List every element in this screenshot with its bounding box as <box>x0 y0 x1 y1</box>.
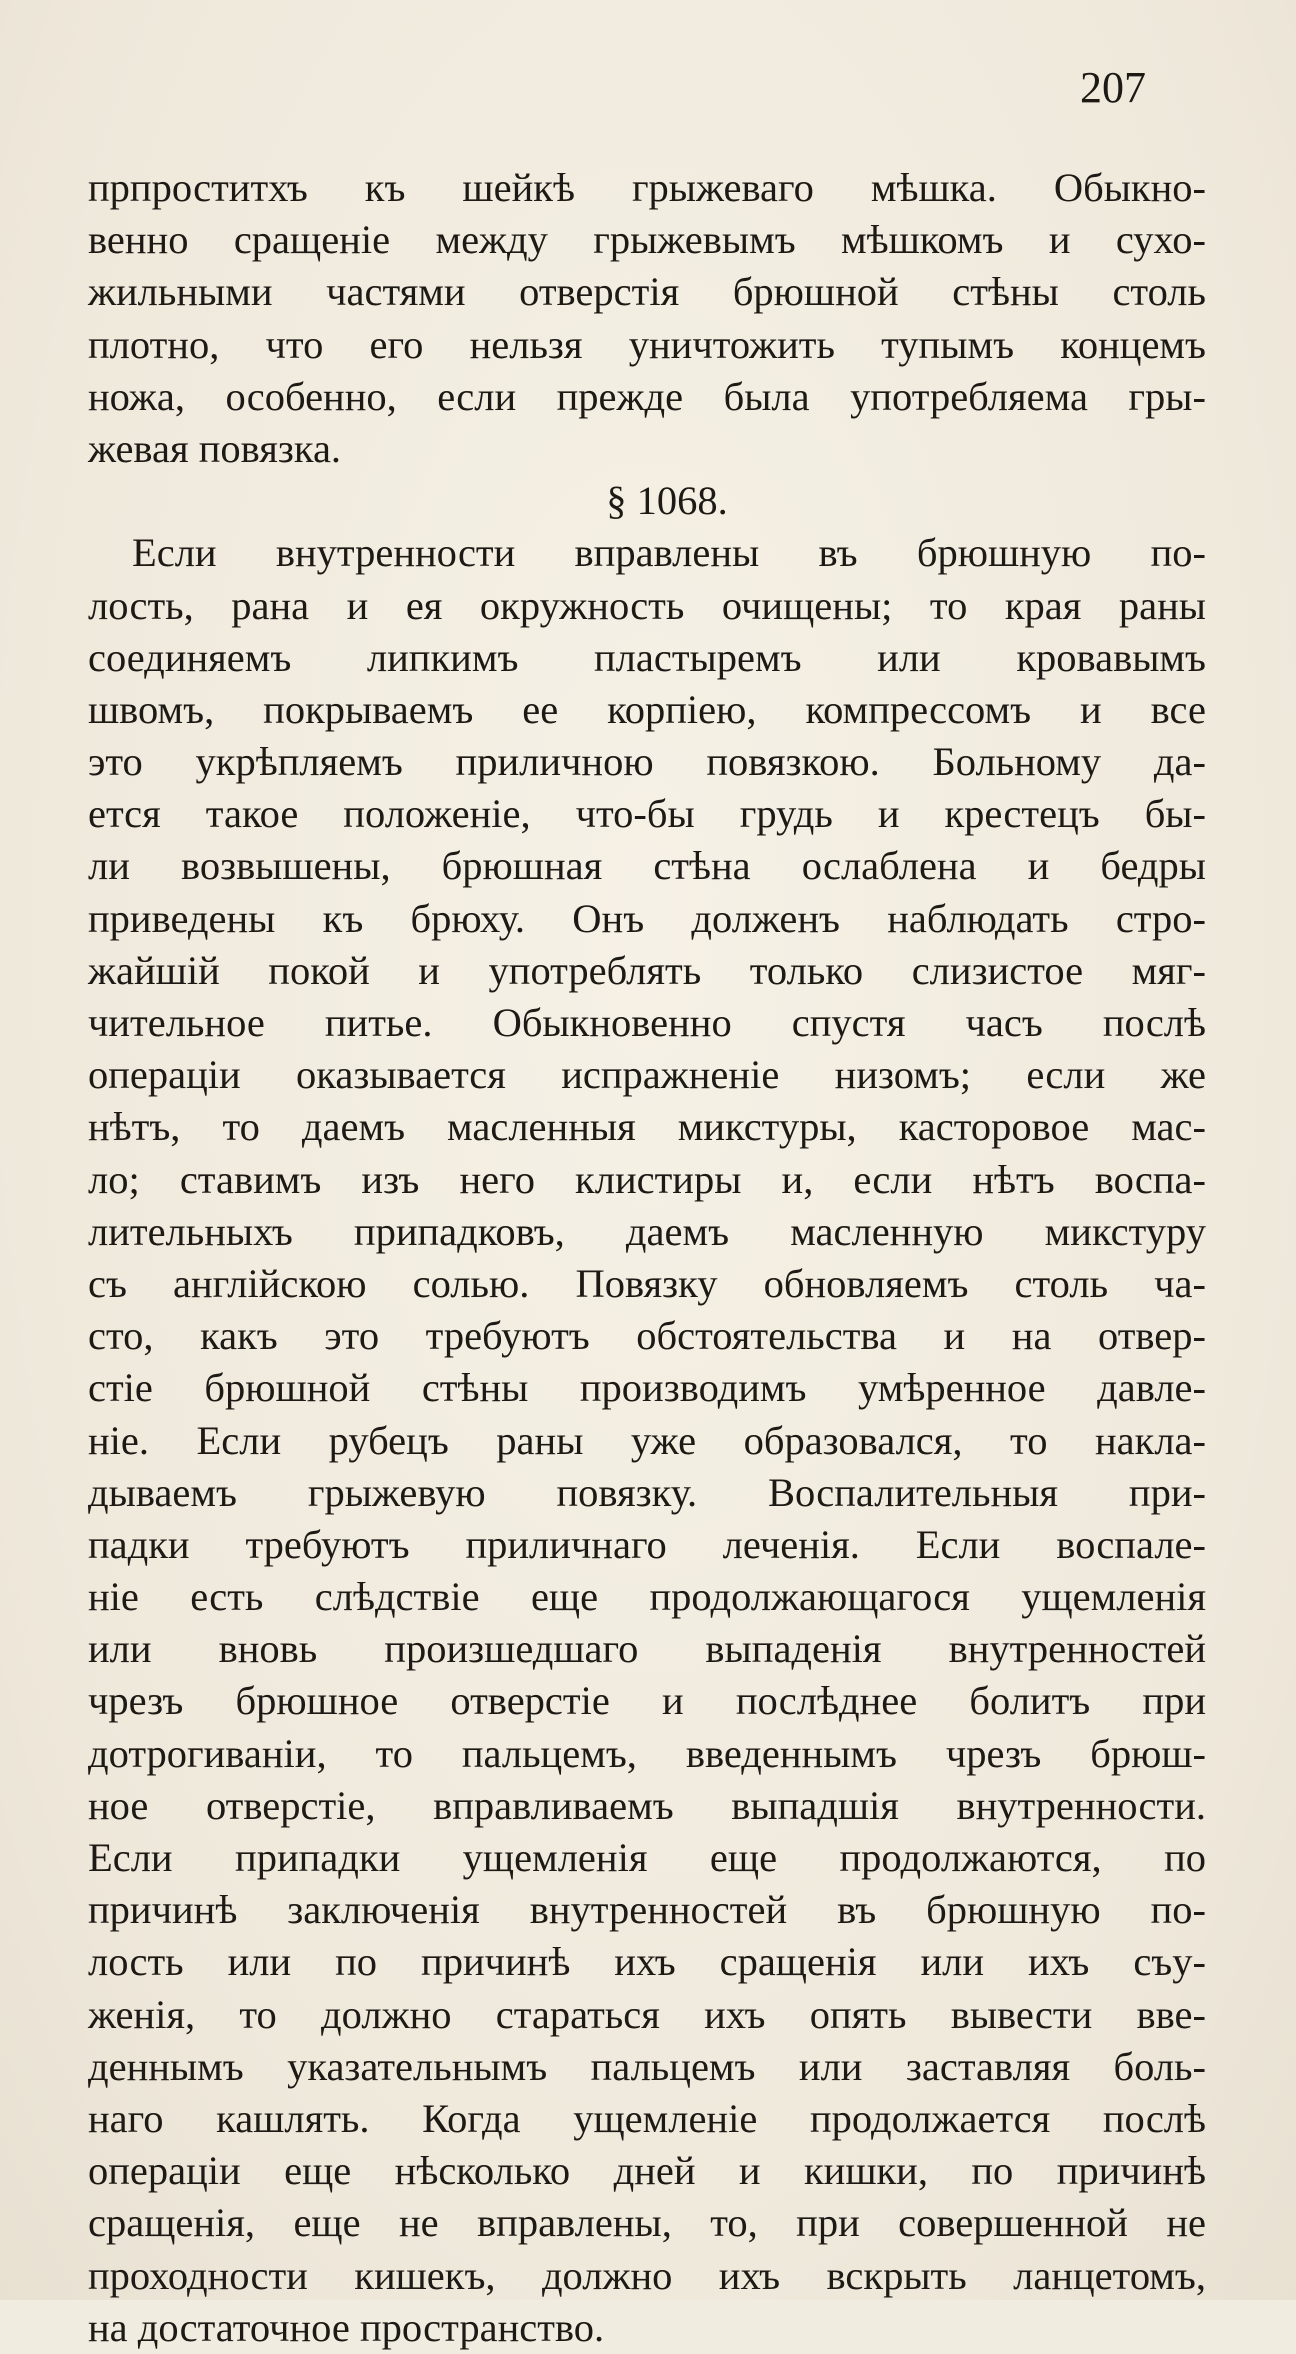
text-line: жевая повязка. <box>88 425 342 471</box>
text-line: лость или по причинѣ ихъ сращенія или ихъ съу- <box>88 1939 1206 1985</box>
text-line: ли возвышены, брюшная стѣна ослаблена и бедры <box>88 843 1206 889</box>
text-line: плотно, что его нельзя уничтожить тупымъ концемъ <box>88 321 1206 367</box>
text-line: ніе. Если рубецъ раны уже образовался, то накла- <box>88 1417 1206 1463</box>
text-line: это укрѣпляемъ приличною повязкою. Больному да- <box>88 739 1206 785</box>
text-line: дотрогиваніи, то пальцемъ, введеннымъ чрезъ брюш- <box>88 1730 1206 1776</box>
text-line: лость, рана и ея окружность очищены; то края раны <box>88 582 1206 628</box>
section-heading: § 1068. <box>606 478 728 524</box>
text-line: или вновь произшедшаго выпаденія внутренностей <box>88 1626 1206 1672</box>
text-line: дываемъ грыжевую повязку. Воспалительныя при- <box>88 1469 1206 1515</box>
text-line: стіе брюшной стѣны производимъ умѣренное давле- <box>88 1365 1206 1411</box>
text-line: Если внутренности вправлены въ брюшную по- <box>132 530 1206 576</box>
text-line: проходности кишекъ, должно ихъ вскрыть ланцетомъ, <box>88 2252 1206 2298</box>
text-line: чрезъ брюшное отверстіе и послѣднее болитъ при <box>88 1678 1206 1724</box>
text-line: лительныхъ припадковъ, даемъ масленную микстуру <box>88 1208 1206 1254</box>
text-line: венно сращеніе между грыжевымъ мѣшкомъ и сухо- <box>88 217 1206 263</box>
text-line: Если припадки ущемленія еще продолжаются, по <box>88 1835 1206 1880</box>
page-text <box>88 162 1206 2354</box>
text-line: съ англійскою солью. Повязку обновляемъ столь ча- <box>88 1260 1206 1306</box>
text-line: наго кашлять. Когда ущемленіе продолжается послѣ <box>88 2095 1206 2141</box>
text-line: жильными частями отверстія брюшной стѣны столь <box>88 269 1206 315</box>
paragraph-main <box>88 527 1206 2354</box>
text-line: ло; ставимъ изъ него клистиры и, если нѣтъ воспа- <box>88 1156 1206 1202</box>
text-line: прпроститхъ къ шейкѣ грыжеваго мѣшка. Обыкно- <box>88 165 1206 210</box>
text-line: сто, какъ это требуютъ обстоятельства и на отвер- <box>88 1313 1206 1359</box>
text-line: соединяемъ липкимъ пластыремъ или кровавымъ <box>88 634 1206 680</box>
text-line: ное отверстіе, вправливаемъ выпадшія внутренности. <box>88 1782 1206 1828</box>
text-line: деннымъ указательнымъ пальцемъ или заставляя боль- <box>88 2043 1206 2089</box>
text-line: приведены къ брюху. Онъ долженъ наблюдать стро- <box>88 895 1206 941</box>
text-line: жайшій покой и употреблять только слизистое мяг- <box>88 947 1206 993</box>
text-line: причинѣ заключенія внутренностей въ брюшную по- <box>88 1887 1206 1933</box>
text-line: падки требуютъ приличнаго леченія. Если воспале- <box>88 1521 1206 1567</box>
text-line: операціи еще нѣсколько дней и кишки, по причинѣ <box>88 2148 1206 2194</box>
text-line: нѣтъ, то даемъ масленныя микстуры, касторовое мас- <box>88 1104 1206 1150</box>
text-line: на достаточное пространство. <box>88 2304 605 2350</box>
text-line: ется такое положеніе, что-бы грудь и крестецъ бы- <box>88 791 1206 837</box>
page-number: 207 <box>1080 63 1146 112</box>
text-line: женія, то должно стараться ихъ опять вывести вве- <box>88 1991 1206 2037</box>
text-line: операціи оказывается испражненіе низомъ; если же <box>88 1052 1206 1098</box>
text-line: ніе есть слѣдствіе еще продолжающагося ущемленія <box>88 1574 1206 1620</box>
text-line: сращенія, еще не вправлены, то, при совершенной не <box>88 2200 1206 2246</box>
text-line: чительное питье. Обыкновенно спустя часъ послѣ <box>88 1000 1206 1045</box>
text-line: ножа, особенно, если прежде была употребляема гры- <box>88 373 1206 419</box>
text-line: швомъ, покрываемъ ее корпіею, компрессомъ и все <box>88 686 1206 732</box>
paragraph-continuation <box>88 162 1206 475</box>
